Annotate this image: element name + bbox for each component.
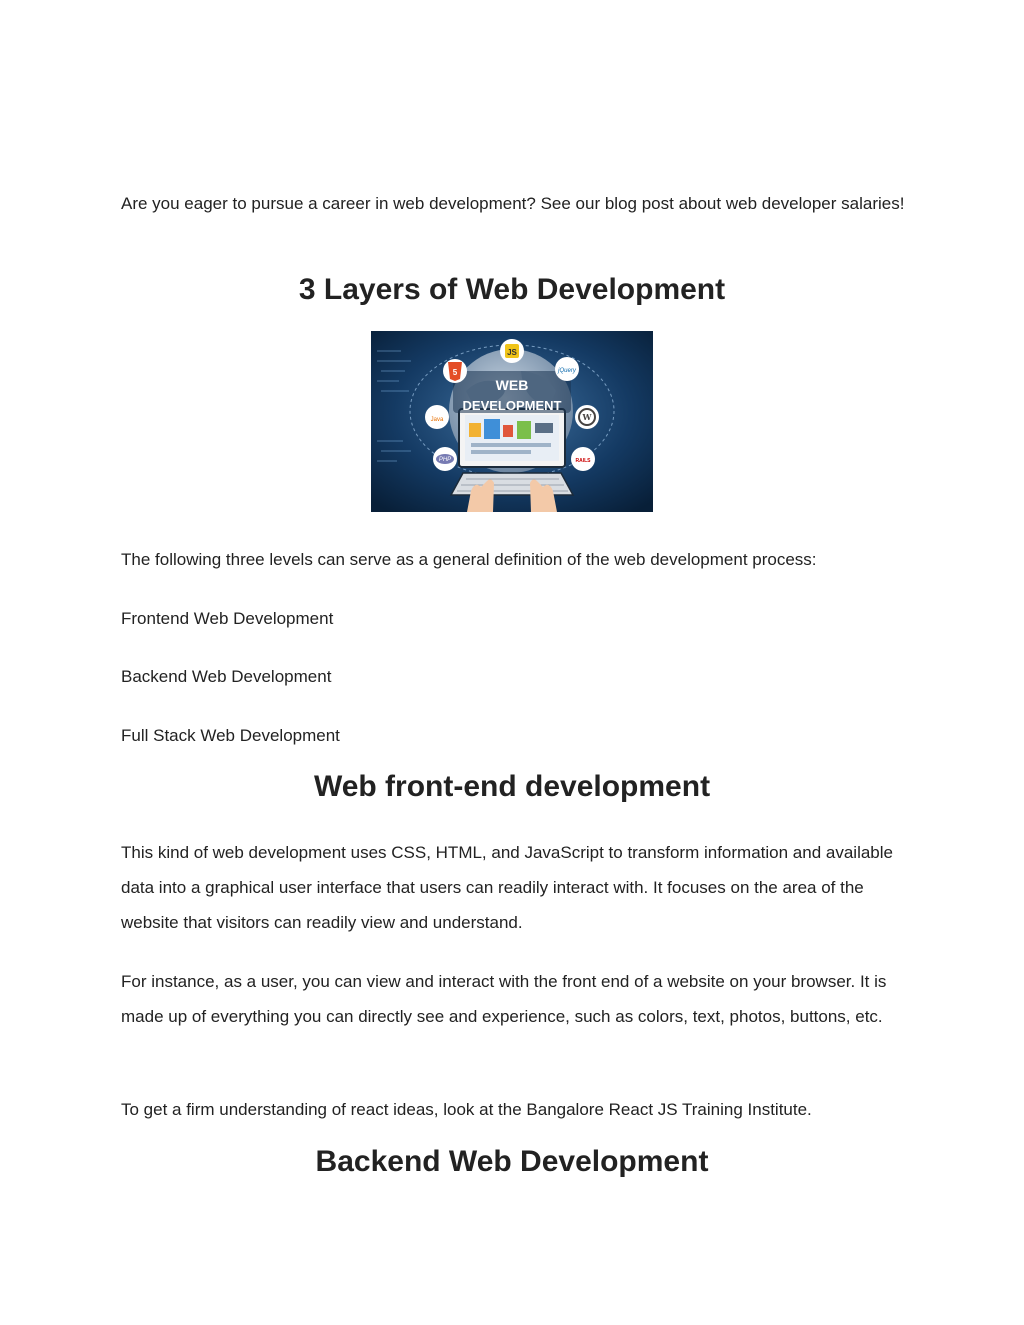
frontend-paragraph-3: To get a firm understanding of react ideas, look at the Bangalore React JS Training Institute. <box>121 1100 812 1119</box>
wordpress-icon <box>575 405 599 429</box>
svg-text:W: W <box>582 412 592 422</box>
illustration-title-line2: DEVELOPMENT <box>462 398 562 413</box>
js-icon <box>500 339 524 363</box>
heading-frontend: Web front-end development <box>313 770 711 803</box>
svg-text:Java: Java <box>430 417 444 423</box>
svg-text:jQuery: jQuery <box>558 368 576 374</box>
keyboard-graphic <box>451 473 573 495</box>
intro-paragraph: Are you eager to pursue a career in web development? See our blog post about web developer salaries! <box>121 194 905 213</box>
svg-text:RAILS: RAILS <box>575 458 591 464</box>
illustration-title-line1: WEB <box>495 377 529 393</box>
svg-text:PHP: PHP <box>438 457 452 463</box>
frontend-paragraph-2: For instance, as a user, you can view and interact with the front end of a website on your browser. It is made up of everything you can directly see and experience, such as colors, text, photos, buttons, etc. <box>121 972 887 1026</box>
php-icon <box>433 447 457 471</box>
jquery-icon <box>555 357 579 381</box>
frontend-paragraph-1: This kind of web development uses CSS, HTML, and JavaScript to transform information and available data into a graphical user interface that users can readily interact with. It focuses on the area of the website that visitors can readily view and understand. <box>121 843 893 932</box>
web-development-illustration <box>371 331 653 512</box>
heading-layers: 3 Layers of Web Development <box>298 273 726 306</box>
level-item-frontend: Frontend Web Development <box>121 609 334 628</box>
html5-icon <box>443 359 467 383</box>
rails-icon <box>571 447 595 471</box>
level-item-backend: Backend Web Development <box>121 667 332 686</box>
java-icon <box>425 405 449 429</box>
heading-backend: Backend Web Development <box>315 1145 709 1178</box>
svg-text:5: 5 <box>452 368 458 377</box>
level-item-fullstack: Full Stack Web Development <box>121 726 340 745</box>
levels-intro-paragraph: The following three levels can serve as a general definition of the web development process: <box>121 550 817 569</box>
svg-text:JS: JS <box>507 348 517 357</box>
